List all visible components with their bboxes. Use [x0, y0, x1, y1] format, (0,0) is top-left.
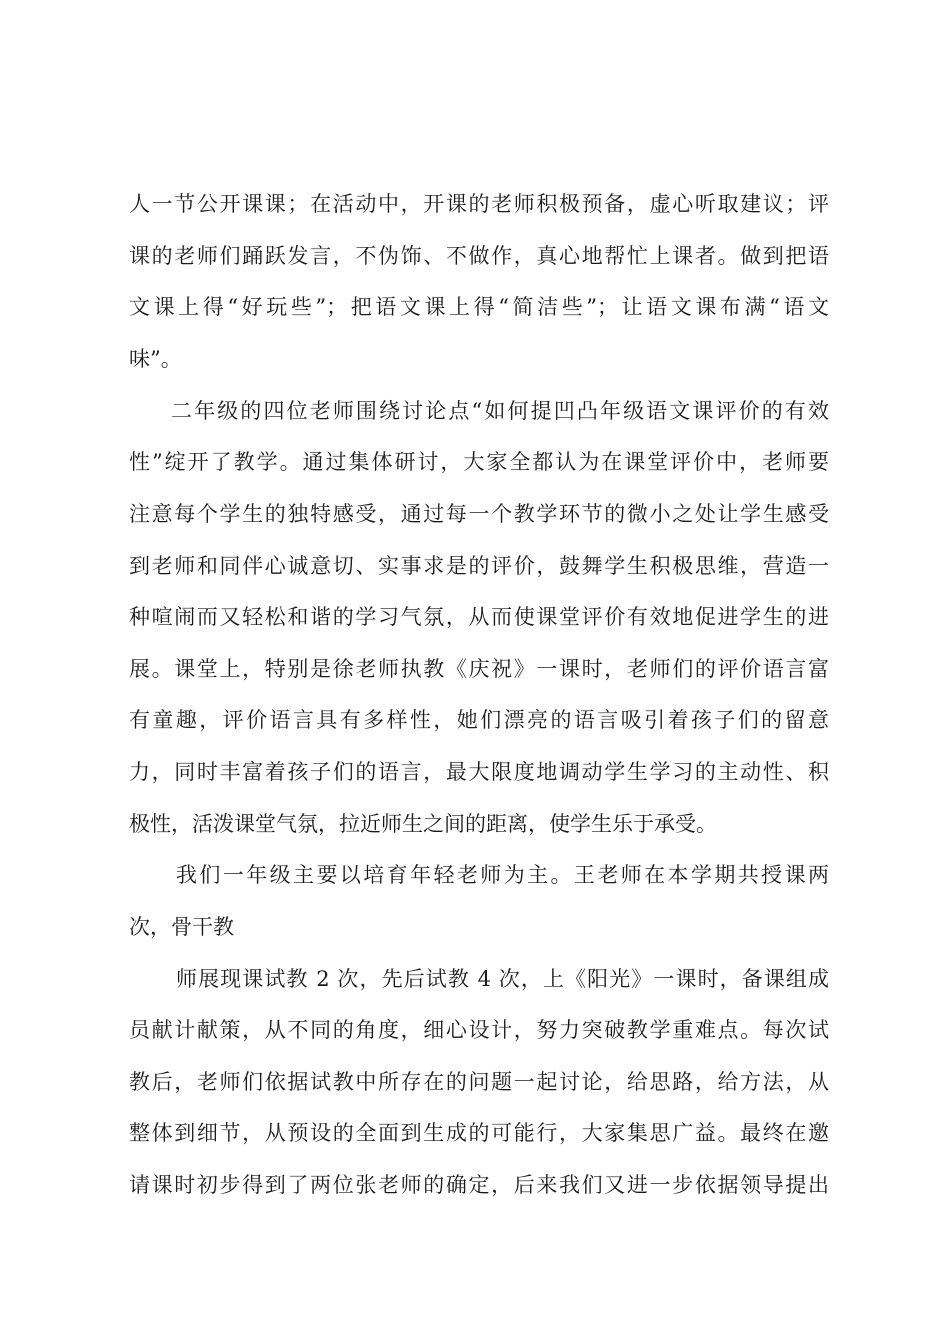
text-line: 力，同时丰富着孩子们的语言，最大限度地调动学生学习的主动性、积: [129, 760, 829, 784]
text-line: 二年级的四位老师围绕讨论点“如何提凹凸年级语文课评价的有效: [171, 399, 829, 423]
text-line: 人一节公开课课；在活动中，开课的老师积极预备，虚心听取建议；评: [129, 192, 829, 216]
text-line: 文课上得“好玩些”；把语文课上得“简洁些”；让语文课布满“语文: [129, 295, 829, 319]
text-line: 注意每个学生的独特感受，通过每一个教学环节的微小之处让学生感受: [129, 502, 829, 526]
text-line: 展。课堂上，特别是徐老师执教《庆祝》一课时，老师们的评价语言富: [129, 657, 829, 681]
text-line: 师展现课试教 2 次，先后试教 4 次，上《阳光》一课时，备课组成: [176, 967, 829, 991]
text-line: 性”绽开了教学。通过集体研讨，大家全都认为在课堂评价中，老师要: [129, 450, 829, 474]
text-line: 员献计献策，从不同的角度，细心设计，努力突破教学重难点。每次试: [129, 1018, 829, 1042]
text-line: 种喧闹而又轻松和谐的学习气氛，从而使课堂评价有效地促进学生的进: [129, 605, 829, 629]
text-line: 整体到细节，从预设的全面到生成的可能行，大家集思广益。最终在邀: [129, 1121, 829, 1145]
text-line: 有童趣，评价语言具有多样性，她们漂亮的语言吸引着孩子们的留意: [129, 708, 829, 732]
text-line: 味”。: [129, 347, 182, 371]
text-line: 请课时初步得到了两位张老师的确定，后来我们又进一步依据领导提出: [129, 1173, 829, 1197]
text-line: 教后，老师们依据试教中所存在的问题一起讨论，给思路，给方法，从: [129, 1070, 829, 1094]
text-line: 我们一年级主要以培育年轻老师为主。王老师在本学期共授课两: [176, 863, 829, 887]
text-line: 到老师和同伴心诚意切、实事求是的评价，鼓舞学生积极思维，营造一: [129, 554, 829, 578]
text-line: 课的老师们踊跃发言，不伪饰、不做作，真心地帮忙上课者。做到把语: [129, 244, 829, 268]
text-line: 次，骨干教: [129, 915, 234, 939]
text-line: 极性，活泼课堂气氛，拉近师生之间的距离，使学生乐于承受。: [129, 812, 717, 836]
